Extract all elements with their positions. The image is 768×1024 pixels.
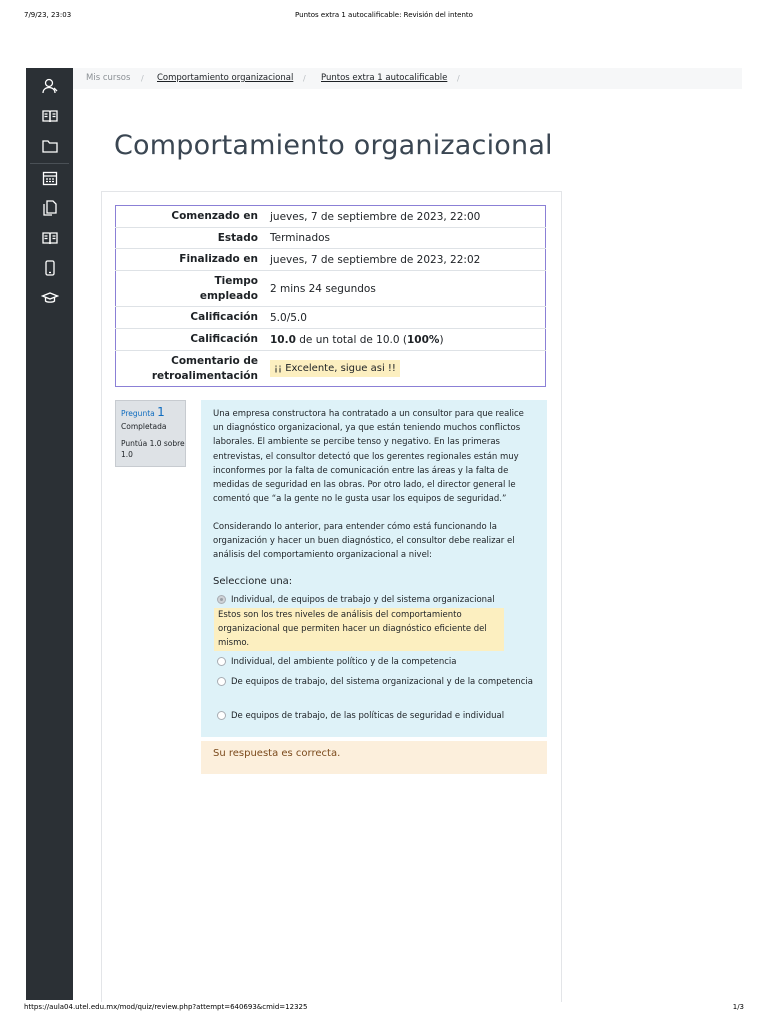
breadcrumb-separator: / xyxy=(303,74,306,83)
radio-button[interactable] xyxy=(217,657,226,666)
summary-label: Finalizado en xyxy=(116,249,267,271)
sidebar-divider xyxy=(30,163,69,164)
question-number-value: 1 xyxy=(157,405,165,419)
breadcrumb-separator: / xyxy=(457,74,460,83)
summary-row-finished xyxy=(116,249,546,271)
grade-score: 10.0 xyxy=(270,333,296,346)
sidebar xyxy=(26,68,73,1000)
radio-button[interactable] xyxy=(217,711,226,720)
summary-row-time xyxy=(116,271,546,307)
summary-value: Terminados xyxy=(266,228,546,249)
breadcrumb-quiz[interactable]: Puntos extra 1 autocalificable xyxy=(321,73,448,83)
answer-option-label: De equipos de trabajo, de las políticas de seguridad e individual xyxy=(231,711,505,721)
answer-outcome xyxy=(201,741,547,774)
breadcrumb xyxy=(73,68,742,89)
radio-button[interactable] xyxy=(217,677,226,686)
library-icon[interactable] xyxy=(41,229,59,247)
option-feedback: Estos son los tres niveles de análisis del comportamiento organizacional que permiten hacer un diagnóstico eficiente del mismo. xyxy=(214,608,504,651)
summary-value: 5.0/5.0 xyxy=(266,307,546,329)
folder-icon[interactable] xyxy=(41,137,59,155)
radio-button[interactable] xyxy=(217,595,226,604)
summary-label: Comentario de retroalimentación xyxy=(116,351,267,387)
summary-value: 2 mins 24 segundos xyxy=(266,271,546,307)
summary-label: Comenzado en xyxy=(171,210,258,222)
grade-total: de un total de 10.0 ( xyxy=(295,333,407,346)
summary-row-grade xyxy=(116,329,546,351)
outcome-text: Su respuesta es correcta. xyxy=(213,748,341,759)
question-label: Pregunta xyxy=(121,409,155,418)
graduation-cap-icon[interactable] xyxy=(41,289,59,307)
question-content xyxy=(201,400,547,737)
question-paragraph: Considerando lo anterior, para entender cómo está funcionando la organización y hacer un buen diagnóstico, el consultor debe realizar el análisis del comportamiento organizacional a nivel: xyxy=(213,522,515,561)
breadcrumb-course[interactable]: Comportamiento organizacional xyxy=(157,73,294,83)
user-profile-icon[interactable] xyxy=(41,77,59,95)
question-state: Completada xyxy=(121,422,167,431)
question-info xyxy=(115,400,186,467)
answer-option-label: De equipos de trabajo, del sistema organizacional y de la competencia xyxy=(231,677,533,687)
mobile-icon[interactable] xyxy=(41,259,59,277)
print-title: Puntos extra 1 autocalificable: Revisión del intento xyxy=(295,11,473,19)
summary-row-started xyxy=(116,206,546,228)
answer-option-label: Individual, del ambiente político y de la competencia xyxy=(231,657,457,667)
calendar-icon[interactable] xyxy=(41,169,59,187)
book-icon[interactable] xyxy=(41,107,59,125)
summary-value xyxy=(266,351,546,387)
summary-row-state xyxy=(116,228,546,249)
summary-row-feedback xyxy=(116,351,546,387)
summary-value xyxy=(266,329,546,351)
question-paragraph: Una empresa constructora ha contratado a un consultor para que realice un diagnóstico organizacional, ya que están teniendo muchos conflictos laborales. El ambiente se percibe tenso y negativo. En las primeras entrevistas, el consultor detectó que los gerentes regionales están muy inconformes por la falta de comunicación entre las áreas y la falta de medidas de seguridad en las obras. Por otro lado, el director general le comentó que “a la gente no le gusta usar los equipos de seguridad.” xyxy=(213,409,524,505)
summary-label: Estado xyxy=(116,228,267,249)
summary-value: jueves, 7 de septiembre de 2023, 22:00 xyxy=(270,210,481,223)
summary-label: Calificación xyxy=(116,329,267,351)
question-grade: Puntúa 1.0 sobre 1.0 xyxy=(121,439,185,459)
breadcrumb-separator: / xyxy=(141,74,144,83)
grade-percent: 100% xyxy=(407,333,440,346)
attempt-summary-table xyxy=(115,205,546,387)
grade-close: ) xyxy=(439,333,444,346)
breadcrumb-my-courses[interactable]: Mis cursos xyxy=(86,73,131,83)
summary-label: Tiempo empleado xyxy=(116,271,267,307)
print-datetime: 7/9/23, 23:03 xyxy=(24,11,72,19)
print-page-number: 1/3 xyxy=(732,1003,744,1011)
print-url: https://aula04.utel.edu.mx/mod/quiz/review.php?attempt=640693&cmid=12325 xyxy=(24,1003,308,1011)
documents-icon[interactable] xyxy=(41,199,59,217)
page-title: Comportamiento organizacional xyxy=(114,130,553,161)
answer-option-label: Individual, de equipos de trabajo y del sistema organizacional xyxy=(231,595,495,605)
summary-value: jueves, 7 de septiembre de 2023, 22:02 xyxy=(266,249,546,271)
answer-prompt: Seleccione una: xyxy=(213,576,293,587)
overall-feedback: ¡¡ Excelente, sigue asi !! xyxy=(270,360,400,377)
summary-row-marks xyxy=(116,307,546,329)
question-number xyxy=(121,405,165,419)
summary-label: Calificación xyxy=(116,307,267,329)
